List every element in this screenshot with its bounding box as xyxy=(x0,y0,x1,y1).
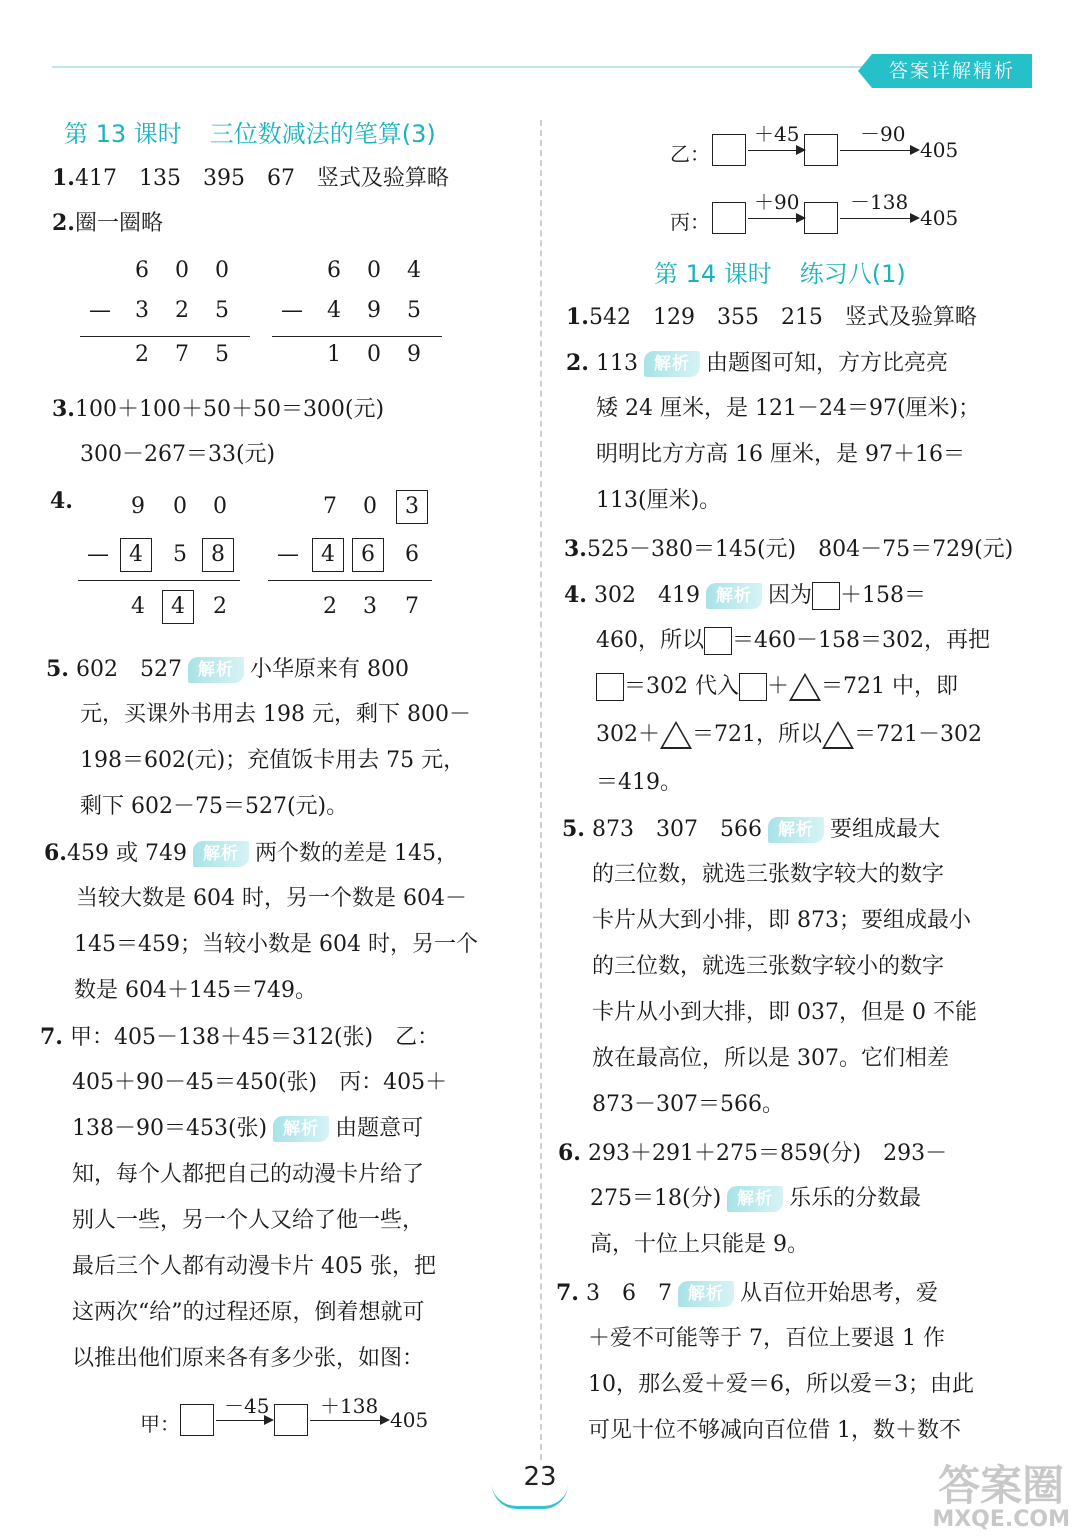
q1-left: 1.417 135 395 67 竖式及验算略 xyxy=(52,165,449,191)
q7-right-line2: ＋爱不可能等于 7，百位上要退 1 作 xyxy=(588,1326,945,1351)
q2-right-line3: 明明比方方高 16 厘米，是 97＋16＝ xyxy=(596,442,965,467)
vertical-subtraction-4: 7 0 3 — 4 6 6 2 3 7 xyxy=(268,490,438,630)
q7-left-line7: 这两次“给”的过程还原，倒着想就可 xyxy=(72,1300,425,1325)
q2-right-line1: 2. 113 解析 由题图可知，方方比亮亮 xyxy=(566,350,948,376)
vertical-subtraction-1: 6 0 0 — 3 2 5 2 7 5 xyxy=(80,258,260,378)
vertical-subtraction-3: 9 0 0 — 4 5 8 4 4 2 xyxy=(78,490,248,630)
q7-left-line6: 最后三个人都有动漫卡片 405 张，把 xyxy=(72,1254,436,1279)
q4-right-line4: 302＋ ＝721，所以 ＝721－302 xyxy=(596,722,982,747)
q1-right: 1.542 129 355 215 竖式及验算略 xyxy=(566,304,977,330)
q2-right-line2: 矮 24 厘米，是 121－24＝97(厘米)； xyxy=(596,396,981,421)
q6-left-line3: 145＝459；当较小数是 604 时，另一个 xyxy=(74,932,478,957)
q4-right-line3: ＝302 代入 ＋ ＝721 中，即 xyxy=(596,664,958,710)
q5-right-line1: 5. 873 307 566 解析 要组成最大 xyxy=(562,816,940,842)
q4-right-line2: 460，所以 ＝460－158＝302，再把 xyxy=(596,628,990,653)
flow-diagram-bing: 丙： ＋90 －138 405 xyxy=(670,190,959,234)
q6-left-line2: 当较大数是 604 时，另一个数是 604－ xyxy=(76,886,467,911)
q3-left-line2: 300－267＝33(元) xyxy=(80,442,276,467)
q5-right-line2: 的三位数，就选三张数字较大的数字 xyxy=(592,862,945,887)
q2-left: 2.圈一圈略 xyxy=(52,210,163,236)
flow-diagram-jia: 甲： －45 ＋138 405 xyxy=(140,1394,429,1436)
q3-left-line1: 3.100＋100＋50＋50＝300(元) xyxy=(52,396,385,422)
q6-left-line1: 6.459 或 749 解析 两个数的差是 145， xyxy=(44,840,458,866)
header-rule xyxy=(52,66,882,68)
watermark-logo: 答案圈 MXQE.COM xyxy=(932,1461,1070,1532)
q5-right-line4: 的三位数，就选三张数字较小的数字 xyxy=(592,954,945,979)
q7-right-line1: 7. 3 6 7 解析 从百位开始思考，爱 xyxy=(556,1280,938,1306)
q4-right-line5: ＝419。 xyxy=(596,770,682,795)
q6-right-line3: 高，十位上只能是 9。 xyxy=(590,1232,809,1257)
header-tag: 答案详解精析 xyxy=(872,54,1032,88)
column-divider xyxy=(540,120,542,1460)
page-number: 23 xyxy=(523,1462,557,1492)
q7-left-line1: 7. 甲：405－138＋45＝312(张) 乙： xyxy=(40,1024,440,1050)
q5-left-line4: 剩下 602－75＝527(元)。 xyxy=(80,794,349,819)
q7-left-line8: 以推出他们原来各有多少张，如图： xyxy=(72,1346,425,1371)
q7-left-line5: 别人一些，另一个人又给了他一些， xyxy=(72,1208,425,1233)
q4-right-line1: 4. 302 419 解析 因为 ＋158＝ xyxy=(564,582,926,608)
flow-diagram-yi: 乙： ＋45 －90 405 xyxy=(670,122,959,166)
q5-right-line3: 卡片从大到小排，即 873；要组成最小 xyxy=(592,908,971,933)
lesson-13-title: 第 13 课时 三位数减法的笔算(3) xyxy=(64,120,436,148)
q4-left-num: 4. xyxy=(50,488,73,514)
q5-left-line3: 198＝602(元)；充值饭卡用去 75 元， xyxy=(80,748,466,773)
q7-left-line4: 知，每个人都把自己的动漫卡片给了 xyxy=(72,1162,425,1187)
q5-left-line2: 元，买课外书用去 198 元，剩下 800－ xyxy=(80,702,471,727)
q7-right-line4: 可见十位不够减向百位借 1，数＋数不 xyxy=(588,1418,961,1443)
q5-right-line5: 卡片从小到大排，即 037，但是 0 不能 xyxy=(592,1000,977,1025)
vertical-subtraction-2: 6 0 4 — 4 9 5 1 0 9 xyxy=(272,258,452,378)
q5-right-line6: 放在最高位，所以是 307。它们相差 xyxy=(592,1046,949,1071)
q7-left-line3: 138－90＝453(张) 解析 由题意可 xyxy=(72,1116,424,1141)
q2-right-line4: 113(厘米)。 xyxy=(596,488,722,513)
page-number-arc xyxy=(492,1484,568,1509)
q5-left-line1: 5. 602 527 解析 小华原来有 800 xyxy=(46,656,409,682)
q5-right-line7: 873－307＝566。 xyxy=(592,1092,784,1117)
q7-right-line3: 10，那么爱＋爱＝6，所以爱＝3；由此 xyxy=(588,1372,974,1397)
q3-right: 3.525－380＝145(元) 804－75＝729(元) xyxy=(564,536,1014,562)
q6-right-line1: 6. 293＋291＋275＝859(分) 293－ xyxy=(558,1140,948,1166)
lesson-14-title: 第 14 课时 练习八(1) xyxy=(654,260,906,288)
q6-right-line2: 275＝18(分) 解析 乐乐的分数最 xyxy=(590,1186,922,1211)
q6-left-line4: 数是 604＋145＝749。 xyxy=(74,978,317,1003)
q7-left-line2: 405＋90－45＝450(张) 丙：405＋ xyxy=(72,1070,448,1095)
